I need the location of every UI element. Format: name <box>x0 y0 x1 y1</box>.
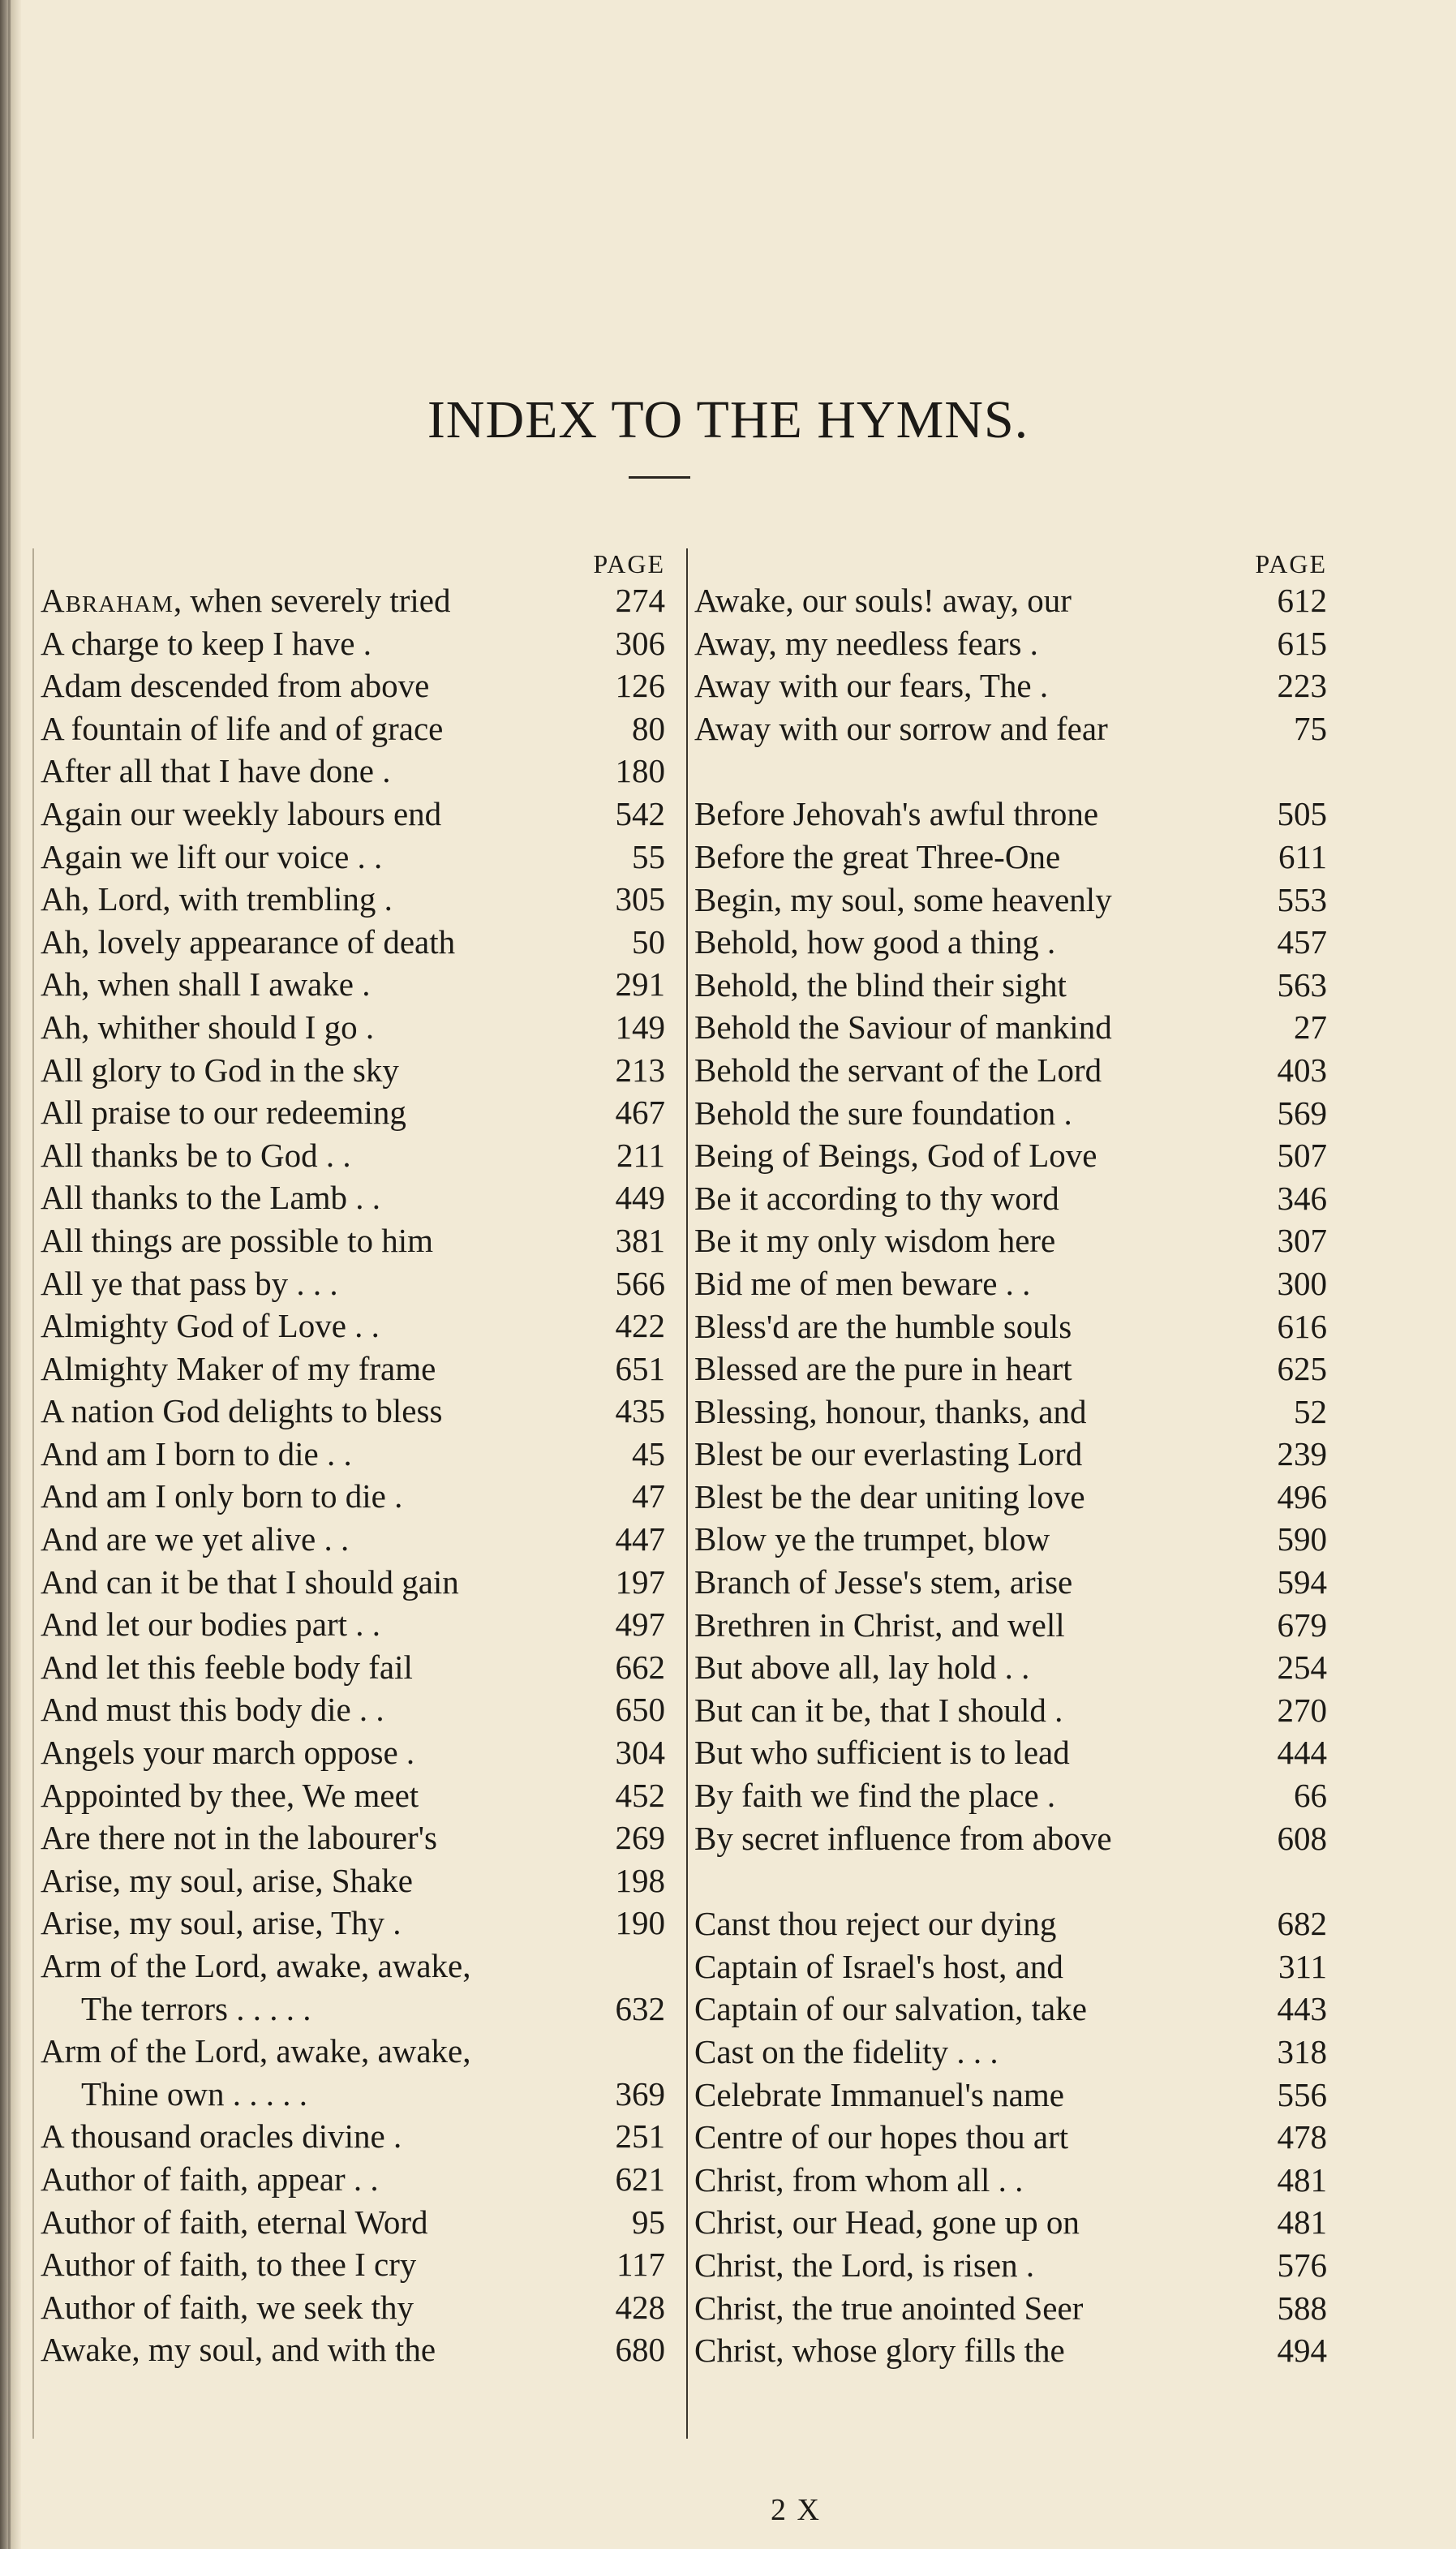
page-number: 444 <box>1277 1734 1327 1772</box>
page-number: 269 <box>615 1819 665 1857</box>
hymn-first-line: Almighty God of Love . . <box>41 1307 380 1345</box>
page-number: 180 <box>615 752 665 790</box>
page-number: 318 <box>1277 2033 1327 2070</box>
hymn-first-line: The terrors . . . . . <box>81 1989 311 2027</box>
index-entry <box>694 1049 1327 1092</box>
page-number: 679 <box>1277 1605 1327 1644</box>
page-number: 542 <box>615 794 665 832</box>
title-rule <box>629 476 690 479</box>
index-entry <box>41 707 665 750</box>
index-entry <box>694 1604 1327 1647</box>
page-number: 563 <box>1277 965 1327 1004</box>
hymn-first-line: Branch of Jesse's stem, arise <box>694 1563 1073 1601</box>
hymn-first-line: All glory to God in the sky <box>41 1051 399 1089</box>
page-number: 494 <box>1277 2332 1327 2370</box>
index-entry <box>41 1348 665 1391</box>
page-number: 443 <box>1277 1990 1327 2028</box>
hymn-first-line: Arm of the Lord, awake, awake, <box>41 1947 471 1984</box>
hymn-first-line: Angels your march oppose . <box>41 1734 415 1772</box>
index-entry <box>41 2243 665 2286</box>
hymn-first-line: Ah, whither should I go . <box>41 1008 375 1046</box>
hymn-first-line: Brethren in Christ, and well <box>694 1605 1065 1644</box>
hymn-first-line: Arm of the Lord, awake, awake, <box>41 2032 471 2070</box>
index-entry <box>41 1091 665 1134</box>
page-number: 75 <box>1294 709 1327 747</box>
page-number: 621 <box>615 2160 665 2198</box>
page-number: 612 <box>1277 582 1327 619</box>
hymn-first-line: Away with our sorrow and fear <box>694 709 1108 747</box>
hymn-first-line: A nation God delights to bless <box>41 1392 443 1430</box>
hymn-first-line: Blow ye the trumpet, blow <box>694 1520 1050 1558</box>
index-entry <box>694 1305 1327 1348</box>
index-entry <box>41 1176 665 1219</box>
index-entry <box>41 1774 665 1817</box>
page-number: 435 <box>615 1392 665 1430</box>
hymn-first-line: And am I born to die . . <box>41 1434 352 1472</box>
page-header-left: PAGE <box>593 549 665 578</box>
index-entry <box>41 1049 665 1092</box>
hymn-first-line: Arise, my soul, arise, Thy . <box>41 1904 402 1942</box>
page-number: 505 <box>1277 795 1327 833</box>
hymn-first-line: Awake, our souls! away, our <box>694 582 1072 619</box>
hymn-first-line: All thanks to the Lamb . . <box>41 1179 381 1217</box>
hymn-first-line: All thanks be to God . . <box>41 1136 351 1174</box>
index-entry <box>694 1817 1327 1860</box>
hymn-first-line: Begin, my soul, some heavenly <box>694 880 1112 918</box>
hymn-first-line: But can it be, that I should . <box>694 1691 1063 1729</box>
hymn-first-line: Before Jehovah's awful throne <box>694 795 1099 833</box>
page-number: 55 <box>632 837 665 875</box>
page-number: 274 <box>615 582 665 619</box>
hymn-first-line: A fountain of life and of grace <box>41 709 444 747</box>
page-number: 651 <box>615 1349 665 1387</box>
page-number: 197 <box>615 1562 665 1601</box>
hymn-first-line: Behold the sure foundation . <box>694 1094 1072 1132</box>
page-number: 47 <box>632 1477 665 1515</box>
index-entry <box>41 1988 665 2031</box>
index-entry <box>694 921 1327 964</box>
hymn-first-line: Being of Beings, God of Love <box>694 1137 1097 1175</box>
index-entry <box>41 793 665 836</box>
page-number: 254 <box>1277 1648 1327 1687</box>
hymn-first-line: Centre of our hopes thou art <box>694 2118 1069 2156</box>
letter-group <box>694 1902 1327 2372</box>
index-entry <box>41 1731 665 1774</box>
hymn-first-line: Canst thou reject our dying <box>694 1905 1057 1943</box>
page-number: 198 <box>615 1861 665 1899</box>
page-number: 239 <box>1277 1435 1327 1473</box>
hymn-first-line: Cast on the fidelity . . . <box>694 2033 999 2070</box>
page-number: 457 <box>1277 923 1327 961</box>
index-entry <box>694 964 1327 1007</box>
hymn-first-line: Be it according to thy word <box>694 1179 1059 1217</box>
index-entry <box>41 2201 665 2244</box>
hymn-first-line: Appointed by thee, We meet <box>41 1776 419 1814</box>
hymn-first-line: Arise, my soul, arise, Shake <box>41 1861 413 1899</box>
index-entry <box>694 2329 1327 2372</box>
page-number: 126 <box>615 667 665 705</box>
spine-line <box>8 0 11 2549</box>
hymn-first-line: Ah, when shall I awake . <box>41 965 371 1004</box>
index-entry <box>41 1006 665 1049</box>
hymn-first-line: All ye that pass by . . . <box>41 1264 338 1302</box>
hymn-first-line: And must this body die . . <box>41 1691 384 1729</box>
index-entry <box>694 1731 1327 1774</box>
index-entry <box>41 836 665 879</box>
page-number: 650 <box>615 1691 665 1729</box>
page-number: 467 <box>615 1094 665 1132</box>
page-number: 66 <box>1294 1777 1327 1815</box>
page-number: 307 <box>1277 1222 1327 1260</box>
index-entry <box>41 878 665 921</box>
hymn-first-line: Are there not in the labourer's <box>41 1819 437 1857</box>
hymn-first-line: And let our bodies part . . <box>41 1605 381 1644</box>
hymn-first-line: By secret influence from above <box>694 1819 1112 1857</box>
hymn-first-line: All praise to our redeeming <box>41 1094 406 1132</box>
page-number: 223 <box>1277 667 1327 705</box>
page-number: 80 <box>632 709 665 747</box>
index-entry <box>694 793 1327 836</box>
index-entry <box>41 1859 665 1902</box>
page-number: 50 <box>632 922 665 961</box>
page-number: 556 <box>1277 2075 1327 2113</box>
page-number: 381 <box>615 1221 665 1259</box>
index-entry <box>694 1348 1327 1391</box>
hymn-first-line: Before the great Three-One <box>694 837 1061 875</box>
hymn-first-line: And are we yet alive . . <box>41 1520 350 1558</box>
page-number: 496 <box>1277 1477 1327 1515</box>
hymn-first-line: After all that I have done . <box>41 752 391 790</box>
page-number: 306 <box>615 624 665 662</box>
index-entry <box>41 921 665 964</box>
index-entry <box>41 1134 665 1177</box>
index-entry <box>41 2030 665 2073</box>
page-number: 662 <box>615 1648 665 1686</box>
index-entry <box>41 2328 665 2371</box>
index-entry <box>41 622 665 665</box>
index-entry <box>694 879 1327 922</box>
page-number: 588 <box>1277 2289 1327 2327</box>
index-entry <box>694 1689 1327 1732</box>
hymn-first-line: Abraham, when severely tried <box>41 582 451 619</box>
page-number: 403 <box>1277 1051 1327 1089</box>
page-number: 608 <box>1277 1819 1327 1857</box>
page-number: 213 <box>615 1051 665 1089</box>
index-entry <box>694 1518 1327 1561</box>
page-number: 211 <box>616 1136 665 1174</box>
hymn-first-line: By faith we find the place . <box>694 1777 1056 1815</box>
index-entry <box>41 1475 665 1518</box>
index-entry <box>41 2073 665 2116</box>
index-entry <box>41 1262 665 1305</box>
page-number: 590 <box>1277 1520 1327 1558</box>
page-number: 625 <box>1277 1350 1327 1388</box>
index-entry <box>694 1774 1327 1817</box>
hymn-first-line: Author of faith, eternal Word <box>41 2203 428 2241</box>
page-number: 27 <box>1294 1008 1327 1047</box>
index-entry <box>694 707 1327 750</box>
index-entry <box>694 2244 1327 2287</box>
hymn-first-line: And am I only born to die . <box>41 1477 403 1515</box>
page-number: 611 <box>1278 837 1327 875</box>
index-entry <box>694 836 1327 879</box>
lead-word-small-caps: Abraham <box>41 582 174 619</box>
index-entry <box>694 1945 1327 1988</box>
index-entry <box>41 1603 665 1646</box>
hymn-first-line: Blessing, honour, thanks, and <box>694 1392 1087 1430</box>
page-number: 680 <box>615 2331 665 2369</box>
index-entry <box>41 579 665 622</box>
letter-group <box>694 579 1327 750</box>
page-number: 553 <box>1277 880 1327 918</box>
index-entry <box>694 1219 1327 1262</box>
signature-mark: 2 X <box>771 2493 821 2527</box>
hymn-first-line: Behold, the blind their sight <box>694 965 1067 1004</box>
letter-group-gap <box>694 750 1327 793</box>
hymn-first-line: Author of faith, we seek thy <box>41 2288 414 2326</box>
index-entry <box>694 1433 1327 1476</box>
hymn-first-line: A charge to keep I have . <box>41 624 372 662</box>
index-entry <box>694 1006 1327 1049</box>
index-entry <box>41 1945 665 1988</box>
page-number: 251 <box>615 2117 665 2156</box>
index-entry <box>694 1476 1327 1519</box>
index-entry <box>694 2116 1327 2159</box>
page-number: 616 <box>1277 1307 1327 1345</box>
hymn-first-line: Christ, the true anointed Seer <box>694 2289 1084 2327</box>
left-column <box>32 548 665 2439</box>
index-entry <box>694 2159 1327 2202</box>
hymn-first-line: Again we lift our voice . . <box>41 837 383 875</box>
index-entry <box>41 2286 665 2329</box>
page-number: 291 <box>615 965 665 1004</box>
hymn-first-line: Bless'd are the humble souls <box>694 1307 1072 1345</box>
letter-group-gap <box>694 1859 1327 1902</box>
hymn-first-line: Thine own . . . . . <box>81 2074 307 2113</box>
page-number: 346 <box>1277 1179 1327 1217</box>
index-entry <box>694 2074 1327 2117</box>
page-number: 270 <box>1277 1691 1327 1729</box>
page-number: 478 <box>1277 2118 1327 2156</box>
index-entry <box>41 1219 665 1262</box>
hymn-first-line: Christ, from whom all . . <box>694 2160 1024 2199</box>
index-entry <box>694 2031 1327 2074</box>
hymn-first-line: But who sufficient is to lead <box>694 1734 1070 1772</box>
page-number: 45 <box>632 1434 665 1472</box>
page-number: 481 <box>1277 2203 1327 2242</box>
page-number: 632 <box>615 1989 665 2027</box>
hymn-first-line: Author of faith, appear . . <box>41 2160 379 2198</box>
index-entry <box>41 1561 665 1604</box>
hymn-first-line: Christ, the Lord, is risen . <box>694 2246 1035 2284</box>
page-number: 304 <box>615 1734 665 1772</box>
book-binding-shadow <box>0 0 21 2549</box>
index-entry <box>41 1902 665 1945</box>
index-entry <box>41 1305 665 1348</box>
hymn-first-line: Away with our fears, The . <box>694 667 1049 705</box>
index-entry <box>41 750 665 793</box>
hymn-first-line: Celebrate Immanuel's name <box>694 2075 1064 2113</box>
index-entry <box>694 664 1327 707</box>
page-header-right: PAGE <box>1255 549 1327 578</box>
hymn-first-line: Ah, lovely appearance of death <box>41 922 456 961</box>
page-number: 52 <box>1294 1392 1327 1430</box>
index-entry <box>694 1391 1327 1434</box>
right-column <box>686 548 1327 2439</box>
index-entry <box>694 579 1327 622</box>
hymn-first-line: Away, my needless fears . <box>694 624 1038 662</box>
hymn-first-line: Behold the Saviour of mankind <box>694 1008 1112 1047</box>
hymn-first-line: Christ, our Head, gone up on <box>694 2203 1080 2242</box>
hymn-first-line: Again our weekly labours end <box>41 794 442 832</box>
page-number: 190 <box>615 1904 665 1942</box>
page-number: 566 <box>615 1264 665 1302</box>
page-number: 497 <box>615 1605 665 1644</box>
page-number: 95 <box>632 2203 665 2241</box>
hymn-first-line: Be it my only wisdom here <box>694 1222 1056 1260</box>
hymn-first-line: Almighty Maker of my frame <box>41 1349 436 1387</box>
hymn-first-line: Ah, Lord, with trembling . <box>41 880 393 918</box>
index-entry <box>694 1262 1327 1305</box>
right-entry-list <box>694 579 1327 2372</box>
page-number: 569 <box>1277 1094 1327 1132</box>
page-number: 305 <box>615 880 665 918</box>
page-number: 452 <box>615 1776 665 1814</box>
index-entry <box>41 1688 665 1731</box>
page-number: 682 <box>1277 1905 1327 1943</box>
hymn-first-line: Bid me of men beware . . <box>694 1264 1031 1302</box>
letter-group <box>694 793 1327 1859</box>
hymn-first-line: Captain of Israel's host, and <box>694 1947 1063 1985</box>
page-number: 576 <box>1277 2246 1327 2284</box>
hymn-first-line: Blessed are the pure in heart <box>694 1350 1072 1388</box>
hymn-first-line: Awake, my soul, and with the <box>41 2331 436 2369</box>
index-entry <box>694 2287 1327 2330</box>
page-title: INDEX TO THE HYMNS. <box>427 390 1029 450</box>
page-number: 481 <box>1277 2160 1327 2199</box>
hymn-first-line: Captain of our salvation, take <box>694 1990 1087 2028</box>
hymn-first-line: Christ, whose glory fills the <box>694 2332 1065 2370</box>
page-number: 117 <box>616 2246 665 2284</box>
left-entry-list <box>41 579 665 2371</box>
index-entry <box>41 1646 665 1689</box>
index-entry <box>41 963 665 1006</box>
index-entry <box>694 1177 1327 1220</box>
index-entry <box>41 1433 665 1476</box>
index-entry <box>694 1902 1327 1945</box>
index-entry <box>694 1561 1327 1604</box>
index-entry <box>41 664 665 707</box>
hymn-first-line: Behold, how good a thing . <box>694 923 1056 961</box>
index-entry <box>694 2201 1327 2244</box>
page-number: 449 <box>615 1179 665 1217</box>
index-entry <box>694 1646 1327 1689</box>
hymn-first-line: A thousand oracles divine . <box>41 2117 402 2156</box>
index-entry <box>694 1988 1327 2031</box>
page-number: 300 <box>1277 1264 1327 1302</box>
hymn-first-line: Blest be our everlasting Lord <box>694 1435 1083 1473</box>
page-number: 149 <box>615 1008 665 1046</box>
hymn-first-line: Adam descended from above <box>41 667 430 705</box>
index-entry <box>694 1134 1327 1177</box>
page-number: 594 <box>1277 1563 1327 1601</box>
hymn-first-line: And let this feeble body fail <box>41 1648 413 1686</box>
page-number: 369 <box>615 2074 665 2113</box>
page-number: 422 <box>615 1307 665 1345</box>
hymn-first-line: And can it be that I should gain <box>41 1562 459 1601</box>
hymn-first-line: But above all, lay hold . . <box>694 1648 1030 1687</box>
hymn-first-line: Behold the servant of the Lord <box>694 1051 1102 1089</box>
page-number: 447 <box>615 1520 665 1558</box>
index-entry <box>41 1518 665 1561</box>
hymn-first-line: All things are possible to him <box>41 1221 433 1259</box>
page-number: 428 <box>615 2288 665 2326</box>
index-entry <box>41 2115 665 2158</box>
hymn-first-line: Author of faith, to thee I cry <box>41 2246 417 2284</box>
index-entry <box>41 1816 665 1859</box>
hymn-first-line: Blest be the dear uniting love <box>694 1477 1085 1515</box>
page-number: 311 <box>1278 1947 1327 1985</box>
page-number: 507 <box>1277 1137 1327 1175</box>
index-entry <box>41 1390 665 1433</box>
index-entry <box>41 2158 665 2201</box>
index-entry <box>694 622 1327 665</box>
index-entry <box>694 1092 1327 1135</box>
page-number: 615 <box>1277 624 1327 662</box>
